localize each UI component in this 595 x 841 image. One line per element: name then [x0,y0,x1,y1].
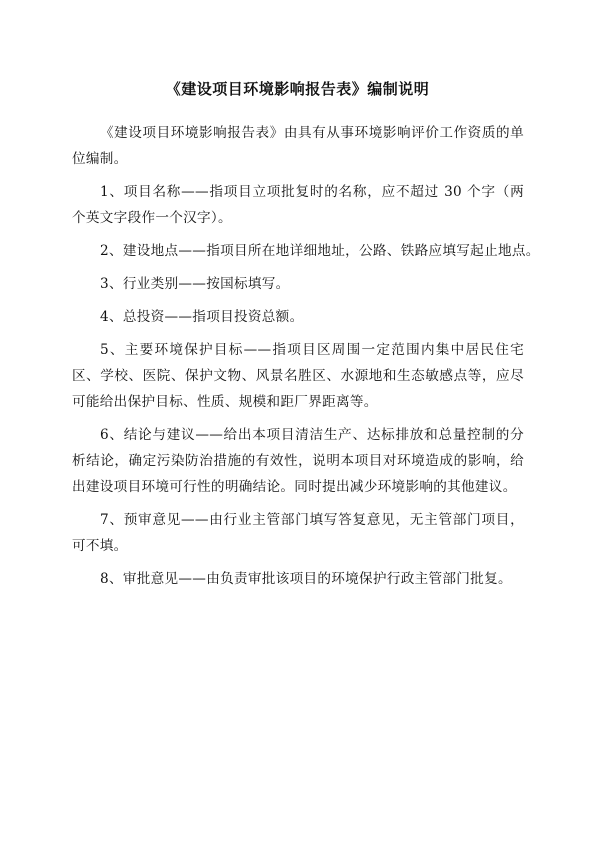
paragraph-item-5: 5、主要环境保护目标——指项目区周围一定范围内集中居民住宅区、学校、医院、保护文物、风景名胜区、水源地和生态敏感点等，应尽可能给出保护目标、性质、规模和距厂界距离等。 [72,342,524,410]
paragraph-item-1: 1、项目名称——指项目立项批复时的名称，应不超过 30 个字（两个英文字段作一个汉字）。 [72,184,524,226]
page-title: 《建设项目环境影响报告表》编制说明 [165,80,430,98]
document-body [72,120,540,599]
paragraph-intro: 《建设项目环境影响报告表》由具有从事环境影响评价工作资质的单位编制。 [72,125,524,167]
paragraph-item-3: 3、行业类别——按国标填写。 [100,276,290,292]
paragraph-item-6: 6、结论与建议——给出本项目清洁生产、达标排放和总量控制的分析结论，确定污染防治措施的有效性，说明本项目对环境造成的影响，给出建设项目环境可行性的明确结论。同时提出减少环境影响的其他建议。 [72,427,524,495]
paragraph-item-4: 4、总投资——指项目投资总额。 [100,309,304,325]
paragraph-item-8: 8、审批意见——由负责审批该项目的环境保护行政主管部门批复。 [100,571,512,587]
paragraph-item-7: 7、预审意见——由行业主管部门填写答复意见，无主管部门项目，可不填。 [72,512,524,554]
paragraph-item-2: 2、建设地点——指项目所在地详细地址，公路、铁路应填写起止地点。 [100,243,540,259]
